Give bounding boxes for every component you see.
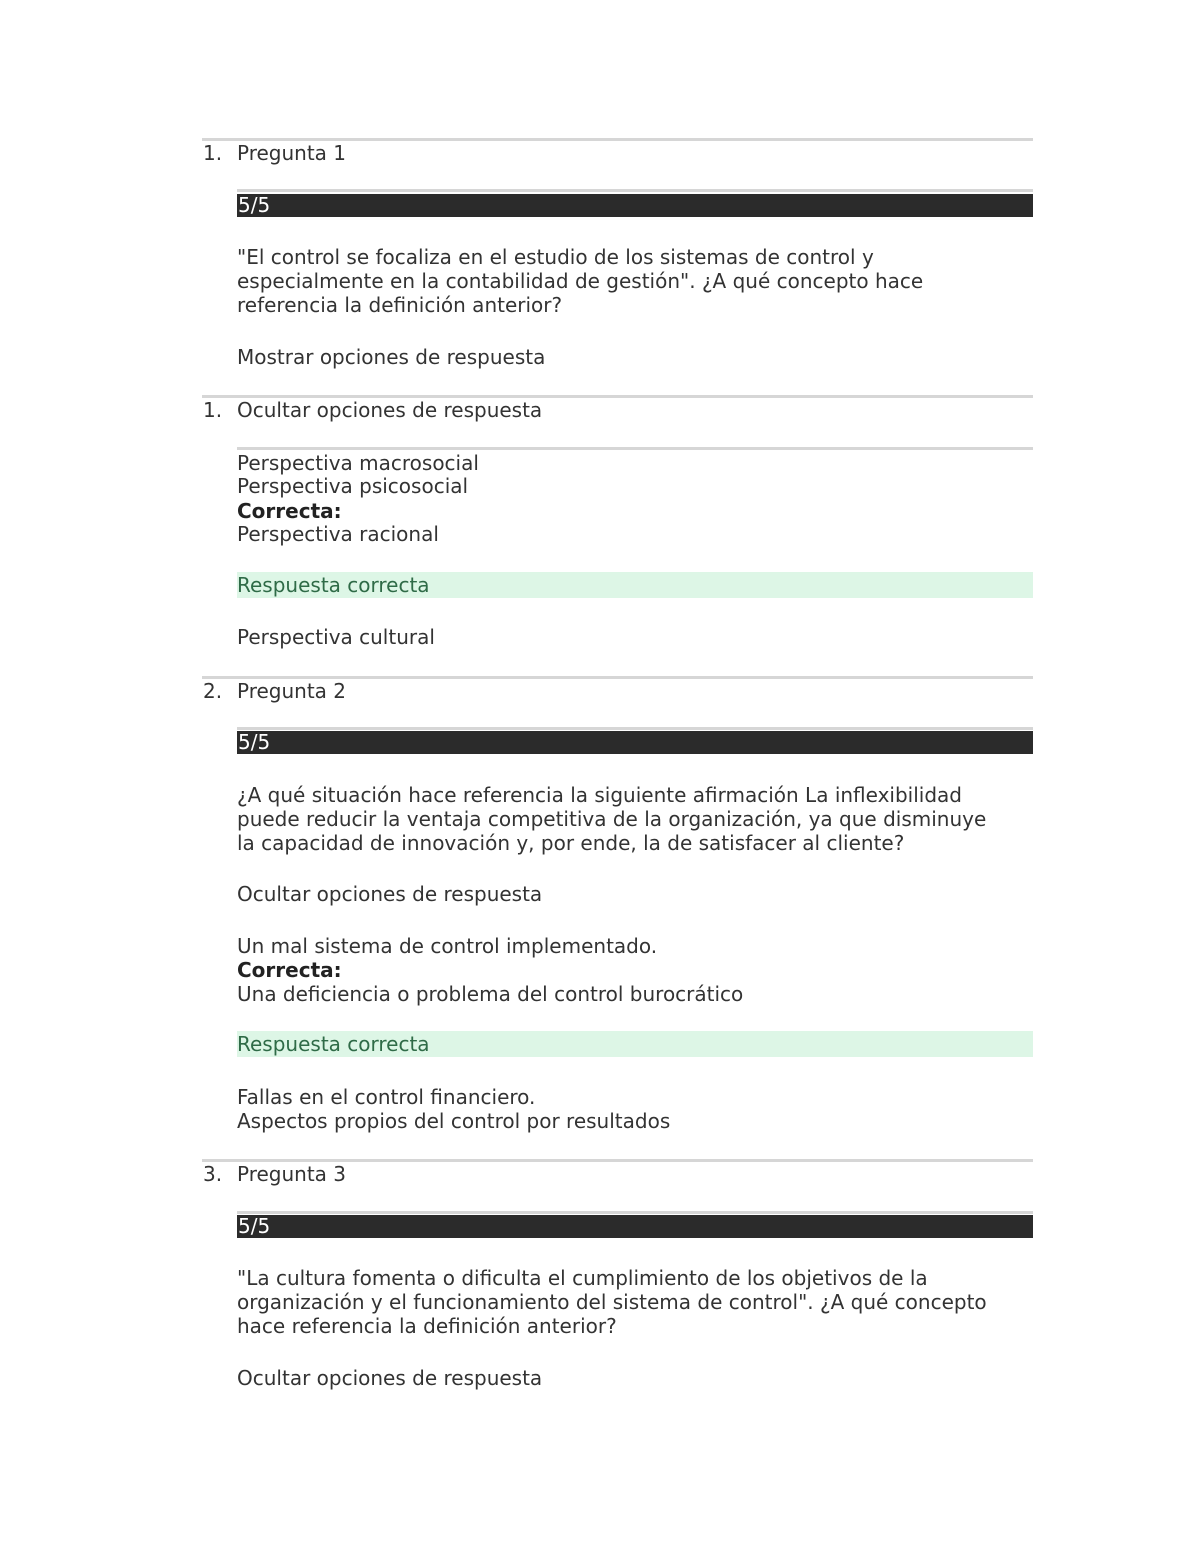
question-text-line: ¿A qué situación hace referencia la siguiente afirmación La inflexibilidad	[237, 783, 962, 807]
question-number: 3.	[203, 1162, 223, 1186]
question-text-line: "La cultura fomenta o dificulta el cumplimiento de los objetivos de la	[237, 1266, 928, 1290]
answer-option[interactable]: Perspectiva macrosocial	[237, 451, 479, 475]
question-text-line: referencia la definición anterior?	[237, 293, 563, 317]
question-title: Pregunta 3	[237, 1162, 347, 1186]
divider	[237, 1211, 1033, 1214]
score-value: 5/5	[238, 730, 271, 754]
answer-option[interactable]: Fallas en el control financiero.	[237, 1085, 536, 1109]
correct-answer-option[interactable]: Una deficiencia o problema del control burocrático	[237, 982, 744, 1006]
question-text-line: organización y el funcionamiento del sistema de control". ¿A qué concepto	[237, 1290, 987, 1314]
question-text-line: puede reducir la ventaja competitiva de la organización, ya que disminuye	[237, 807, 987, 831]
options-number: 1.	[203, 398, 223, 422]
answer-option[interactable]: Perspectiva cultural	[237, 625, 435, 649]
show-options-link[interactable]: Mostrar opciones de respuesta	[237, 345, 546, 369]
correct-feedback: Respuesta correcta	[237, 572, 1033, 598]
score-badge	[237, 194, 1033, 217]
question-text-line: hace referencia la definición anterior?	[237, 1314, 617, 1338]
answer-option[interactable]: Un mal sistema de control implementado.	[237, 934, 658, 958]
question-text-line: la capacidad de innovación y, por ende, la de satisfacer al cliente?	[237, 831, 905, 855]
correct-label: Correcta:	[237, 958, 342, 982]
question-title: Pregunta 2	[237, 679, 347, 703]
answer-option[interactable]: Aspectos propios del control por resultados	[237, 1109, 671, 1133]
hide-options-link[interactable]: Ocultar opciones de respuesta	[237, 882, 543, 906]
question-text-line: especialmente en la contabilidad de gestión". ¿A qué concepto hace	[237, 269, 924, 293]
score-value: 5/5	[238, 193, 271, 217]
question-text-line: "El control se focaliza en el estudio de los sistemas de control y	[237, 245, 874, 269]
question-title: Pregunta 1	[237, 141, 347, 165]
divider	[237, 727, 1033, 730]
correct-label: Correcta:	[237, 499, 342, 523]
score-badge	[237, 731, 1033, 754]
hide-options-link[interactable]: Ocultar opciones de respuesta	[237, 398, 543, 422]
hide-options-link[interactable]: Ocultar opciones de respuesta	[237, 1366, 543, 1390]
correct-answer-option[interactable]: Perspectiva racional	[237, 522, 439, 546]
divider	[237, 189, 1033, 192]
answer-option[interactable]: Perspectiva psicosocial	[237, 474, 469, 498]
correct-feedback: Respuesta correcta	[237, 1031, 1033, 1057]
question-number: 1.	[203, 141, 223, 165]
score-badge	[237, 1215, 1033, 1238]
divider	[237, 447, 1033, 450]
question-number: 2.	[203, 679, 223, 703]
score-value: 5/5	[238, 1214, 271, 1238]
